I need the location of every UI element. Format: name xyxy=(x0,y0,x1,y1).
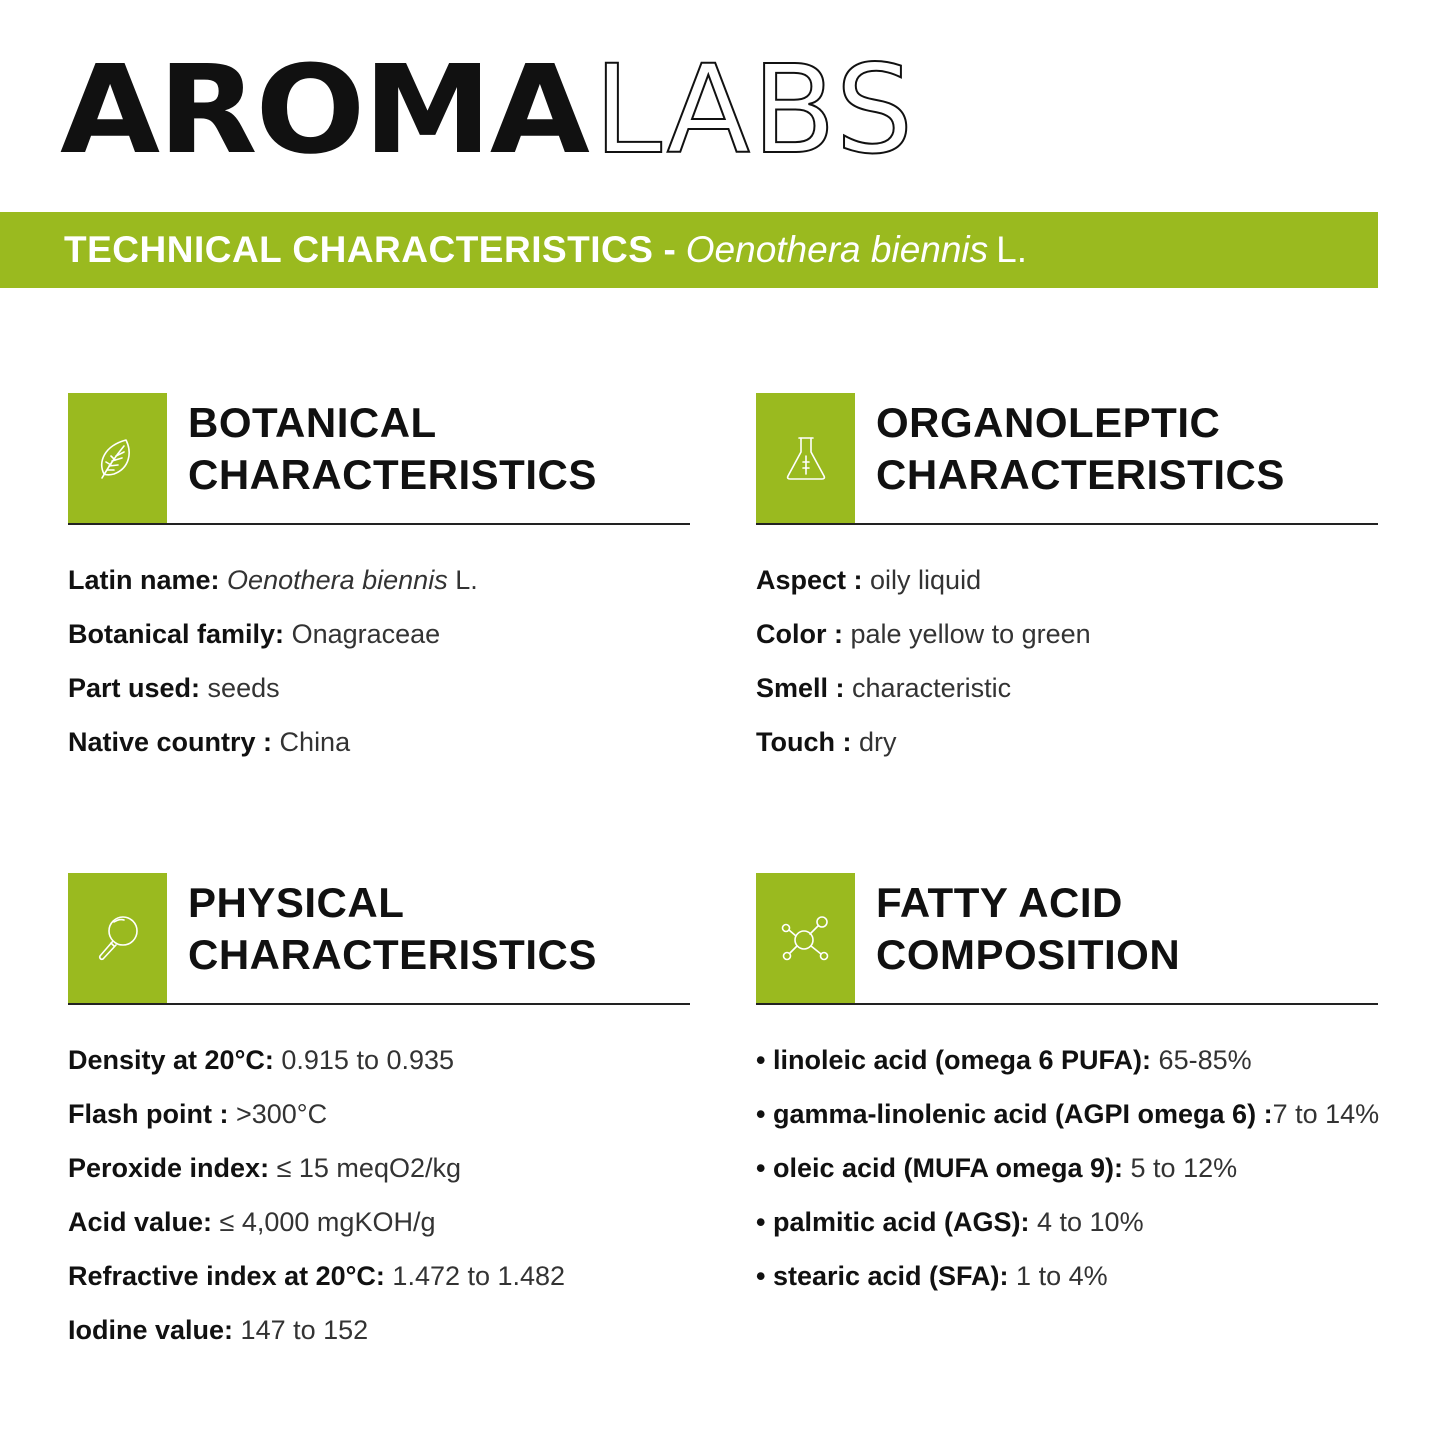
list-item: Botanical family: Onagraceae xyxy=(68,619,441,649)
organoleptic-section xyxy=(756,393,1378,769)
leaf-icon xyxy=(68,393,167,523)
banner-latin-name: Oenothera biennis xyxy=(685,229,989,270)
list-item: Part used: seeds xyxy=(68,673,280,703)
section-title: ORGANOLEPTIC CHARACTERISTICS xyxy=(876,399,1285,498)
list-item: • palmitic acid (AGS): 4 to 10% xyxy=(756,1207,1144,1237)
list-item: Latin name: Oenothera biennis L. xyxy=(68,565,478,595)
banner-latin-suffix: L. xyxy=(996,229,1028,270)
section-title: BOTANICAL CHARACTERISTICS xyxy=(188,399,597,498)
section-rows xyxy=(68,1033,690,1357)
list-item: • gamma-linolenic acid (AGPI omega 6) :7 to 14% xyxy=(756,1099,1380,1129)
list-item: Native country : China xyxy=(68,727,351,757)
flask-icon xyxy=(756,393,855,523)
list-item: Density at 20°C: 0.915 to 0.935 xyxy=(68,1045,455,1075)
botanical-section xyxy=(68,393,690,769)
list-item: Peroxide index: ≤ 15 meqO2/kg xyxy=(68,1153,461,1183)
section-rows xyxy=(68,553,690,769)
list-item: Aspect : oily liquid xyxy=(756,565,982,595)
list-item: • oleic acid (MUFA omega 9): 5 to 12% xyxy=(756,1153,1238,1183)
list-item: Color : pale yellow to green xyxy=(756,619,1091,649)
magnifier-icon xyxy=(68,873,167,1003)
section-title: PHYSICAL CHARACTERISTICS xyxy=(188,879,597,978)
list-item: Flash point : >300°C xyxy=(68,1099,328,1129)
molecule-icon xyxy=(756,873,855,1003)
list-item: Touch : dry xyxy=(756,727,897,757)
list-item: • stearic acid (SFA): 1 to 4% xyxy=(756,1261,1108,1291)
section-header xyxy=(68,393,690,525)
section-rows xyxy=(756,553,1378,769)
list-item: Smell : characteristic xyxy=(756,673,1012,703)
list-item: Acid value: ≤ 4,000 mgKOH/g xyxy=(68,1207,436,1237)
section-title: FATTY ACID COMPOSITION xyxy=(876,879,1181,978)
logo xyxy=(60,40,915,180)
section-header xyxy=(68,873,690,1005)
title-banner xyxy=(0,212,1378,288)
section-header xyxy=(756,873,1378,1005)
list-item: • linoleic acid (omega 6 PUFA): 65-85% xyxy=(756,1045,1252,1075)
logo-bold-text: AROMA xyxy=(60,39,588,181)
list-item: Refractive index at 20°C: 1.472 to 1.482 xyxy=(68,1261,566,1291)
list-item: Iodine value: 147 to 152 xyxy=(68,1315,369,1345)
physical-section xyxy=(68,873,690,1357)
banner-title: TECHNICAL CHARACTERISTICS xyxy=(64,229,654,270)
section-header xyxy=(756,393,1378,525)
fatty-acid-section xyxy=(756,873,1378,1303)
banner-separator: - xyxy=(663,229,676,270)
section-rows xyxy=(756,1033,1378,1303)
logo-light-text: LABS xyxy=(593,39,916,181)
